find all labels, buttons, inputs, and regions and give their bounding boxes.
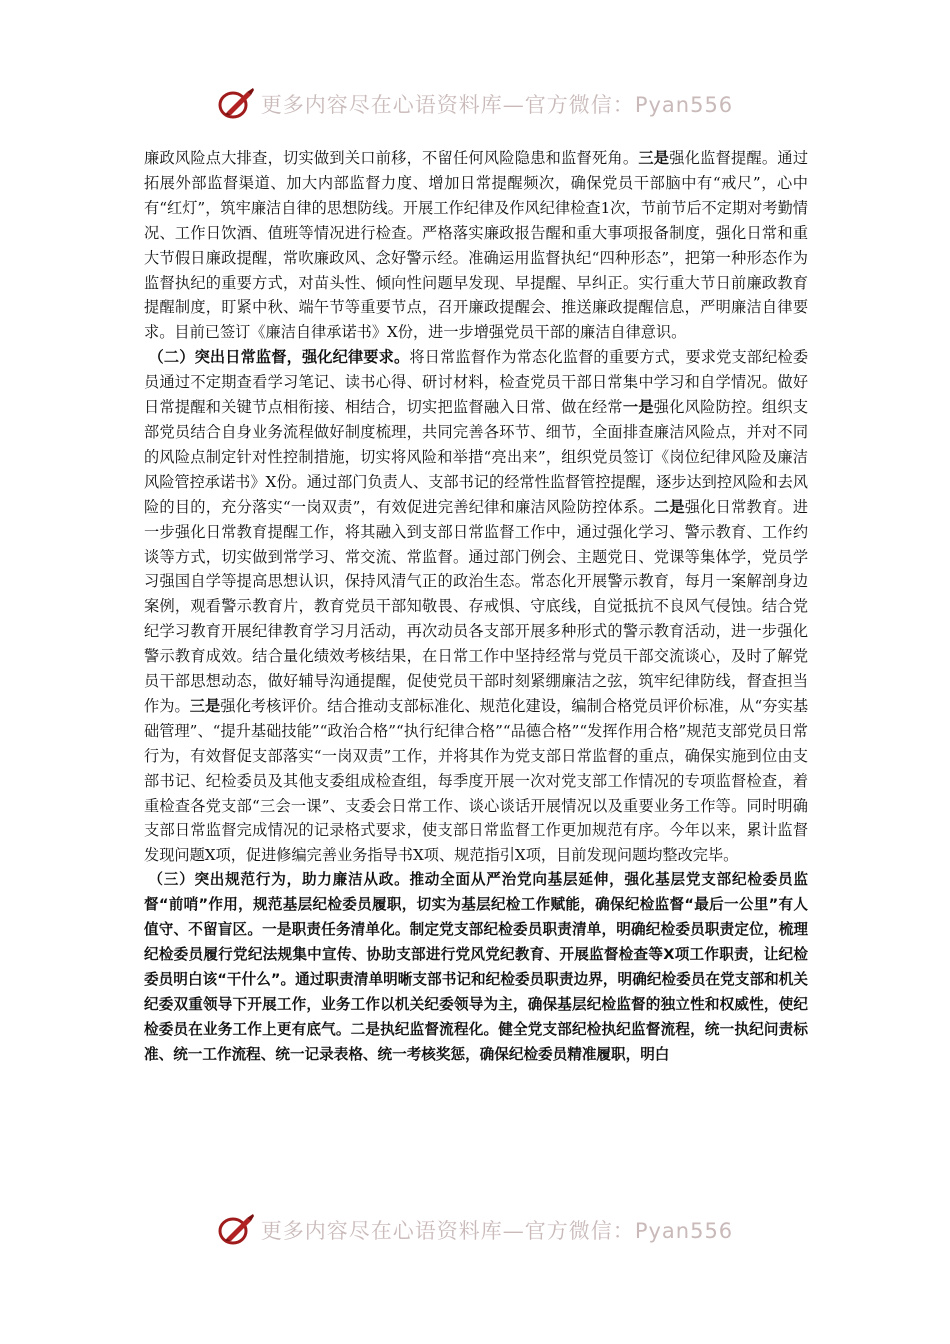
section-2-heading: （二）突出日常监督，强化纪律要求。 [148,348,410,367]
footer-banner [0,1208,950,1252]
fountain-pen-logo-icon [217,86,257,122]
document-body [144,146,808,1068]
header-banner-text: 更多内容尽在心语资料库—官方微信：Pyan556 [260,93,734,117]
footer-banner-text: 更多内容尽在心语资料库—官方微信：Pyan556 [260,1219,734,1243]
paragraph-3: （三）突出规范行为，助力廉洁从政。推动全面从严治党向基层延伸，强化基层党支部纪检委员监督“前哨”作用，规范基层纪检委员履职，切实为基层纪检工作赋能，确保纪检监督“最后一公里”有人值守、不留盲区。一是职责任务清单化。制定党支部纪检委员职责清单，明确纪检委员职责定位，梳理纪检委员履行党纪法规集中宣传、协助支部进行党风党纪教育、开展监督检查等X项工作职责，让纪检委员明白该“干什么”。通过职责清单明晰支部书记和纪检委员职责边界，明确纪检委员在党支部和机关纪委双重领导下开展工作，业务工作以机关纪委领导为主，确保基层纪检监督的独立性和权威性，使纪检委员在业务工作上更有底气。二是执纪监督流程化。健全党支部纪检执纪监督流程，统一执纪问责标准、统一工作流程、统一记录表格、统一考核奖惩，确保纪检委员精准履职，明白 [144,871,808,1063]
footer-wechat-id: Pyan556 [634,1219,734,1243]
fountain-pen-logo-icon [217,1212,257,1248]
paragraph-1: 廉政风险点大排查，切实做到关口前移，不留任何风险隐患和监督死角。三是强化监督提醒。通过拓展外部监督渠道、加大内部监督力度、增加日常提醒频次，确保党员干部脑中有“戒尺”，心中有“红灯”，筑牢廉洁自律的思想防线。开展工作纪律及作风纪律检查1次，节前节后不定期对考勤情况、工作日饮酒、值班等情况进行检查。严格落实廉政报告醒和重大事项报备制度，强化日常和重大节假日廉政提醒，常吹廉政风、念好警示经。准确运用监督执纪“四种形态”，把第一种形态作为监督执纪的重要方式，对苗头性、倾向性问题早发现、早提醒、早纠正。实行重大节日前廉政教育提醒制度，盯紧中秋、端午节等重要节点，召开廉政提醒会、推送廉政提醒信息，严明廉洁自律要求。目前已签订《廉洁自律承诺书》X份，进一步增强党员干部的廉洁自律意识。 [144,149,809,342]
header-banner [0,82,950,126]
header-wechat-id: Pyan556 [634,93,734,117]
paragraph-2: （二）突出日常监督，强化纪律要求。将日常监督作为常态化监督的重要方式，要求党支部纪检委员通过不定期查看学习笔记、读书心得、研讨材料，检查党员干部日常集中学习和自学情况。做好日常提醒和关键节点相衔接、相结合，切实把监督融入日常、做在经常一是强化风险防控。组织支部党员结合自身业务流程做好制度梳理，共同完善各环节、细节，全面排查廉洁风险点，并对不同的风险点制定针对性控制措施，切实将风险和举措“亮出来”，组织党员签订《岗位纪律风险及廉洁风险管控承诺书》X份。通过部门负责人、支部书记的经常性监督管控提醒，逐步达到控风险和去风险的目的，充分落实“一岗双责”，有效促进完善纪律和廉洁风险防控体系。二是强化日常教育。进一步强化日常教育提醒工作，将其融入到支部日常监督工作中，通过强化学习、警示教育、工作约谈等方式，切实做到常学习、常交流、常监督。通过部门例会、主题党日、党课等集体学，党员学习强国自学等提高思想认识，保持风清气正的政治生态。常态化开展警示教育，每月一案解剖身边案例，观看警示教育片，教育党员干部知敬畏、存戒惧、守底线，自觉抵抗不良风气侵蚀。结合党纪学习教育开展纪律教育学习月活动，再次动员各支部开展多种形式的警示教育活动，进一步强化警示教育成效。结合量化绩效考核结果，在日常工作中坚持经常与党员干部交流谈心，及时了解党员干部思想动态，做好辅导沟通提醒，促使党员干部时刻紧绷廉洁之弦，筑牢纪律防线，督查担当作为。三是强化考核评价。结合推动支部标准化、规范化建设，编制合格党员评价标准，从“夯实基础管理”、“提升基础技能”“政治合格”“执行纪律合格”“品德合格”“发挥作用合格”规范支部党员日常行为，有效督促支部落实“一岗双责”工作，并将其作为党支部日常监督的重点，确保实施到位由支部书记、纪检委员及其他支委组成检查组，每季度开展一次对党支部工作情况的专项监督检查，着重检查各党支部“三会一课”、支委会日常工作、谈心谈话开展情况以及重要业务工作等。同时明确支部日常监督完成情况的记录格式要求，使支部日常监督工作更加规范有序。今年以来，累计监督发现问题X项，促进修编完善业务指导书X项、规范指引X项，目前发现问题均整改完毕。 [144,348,809,865]
